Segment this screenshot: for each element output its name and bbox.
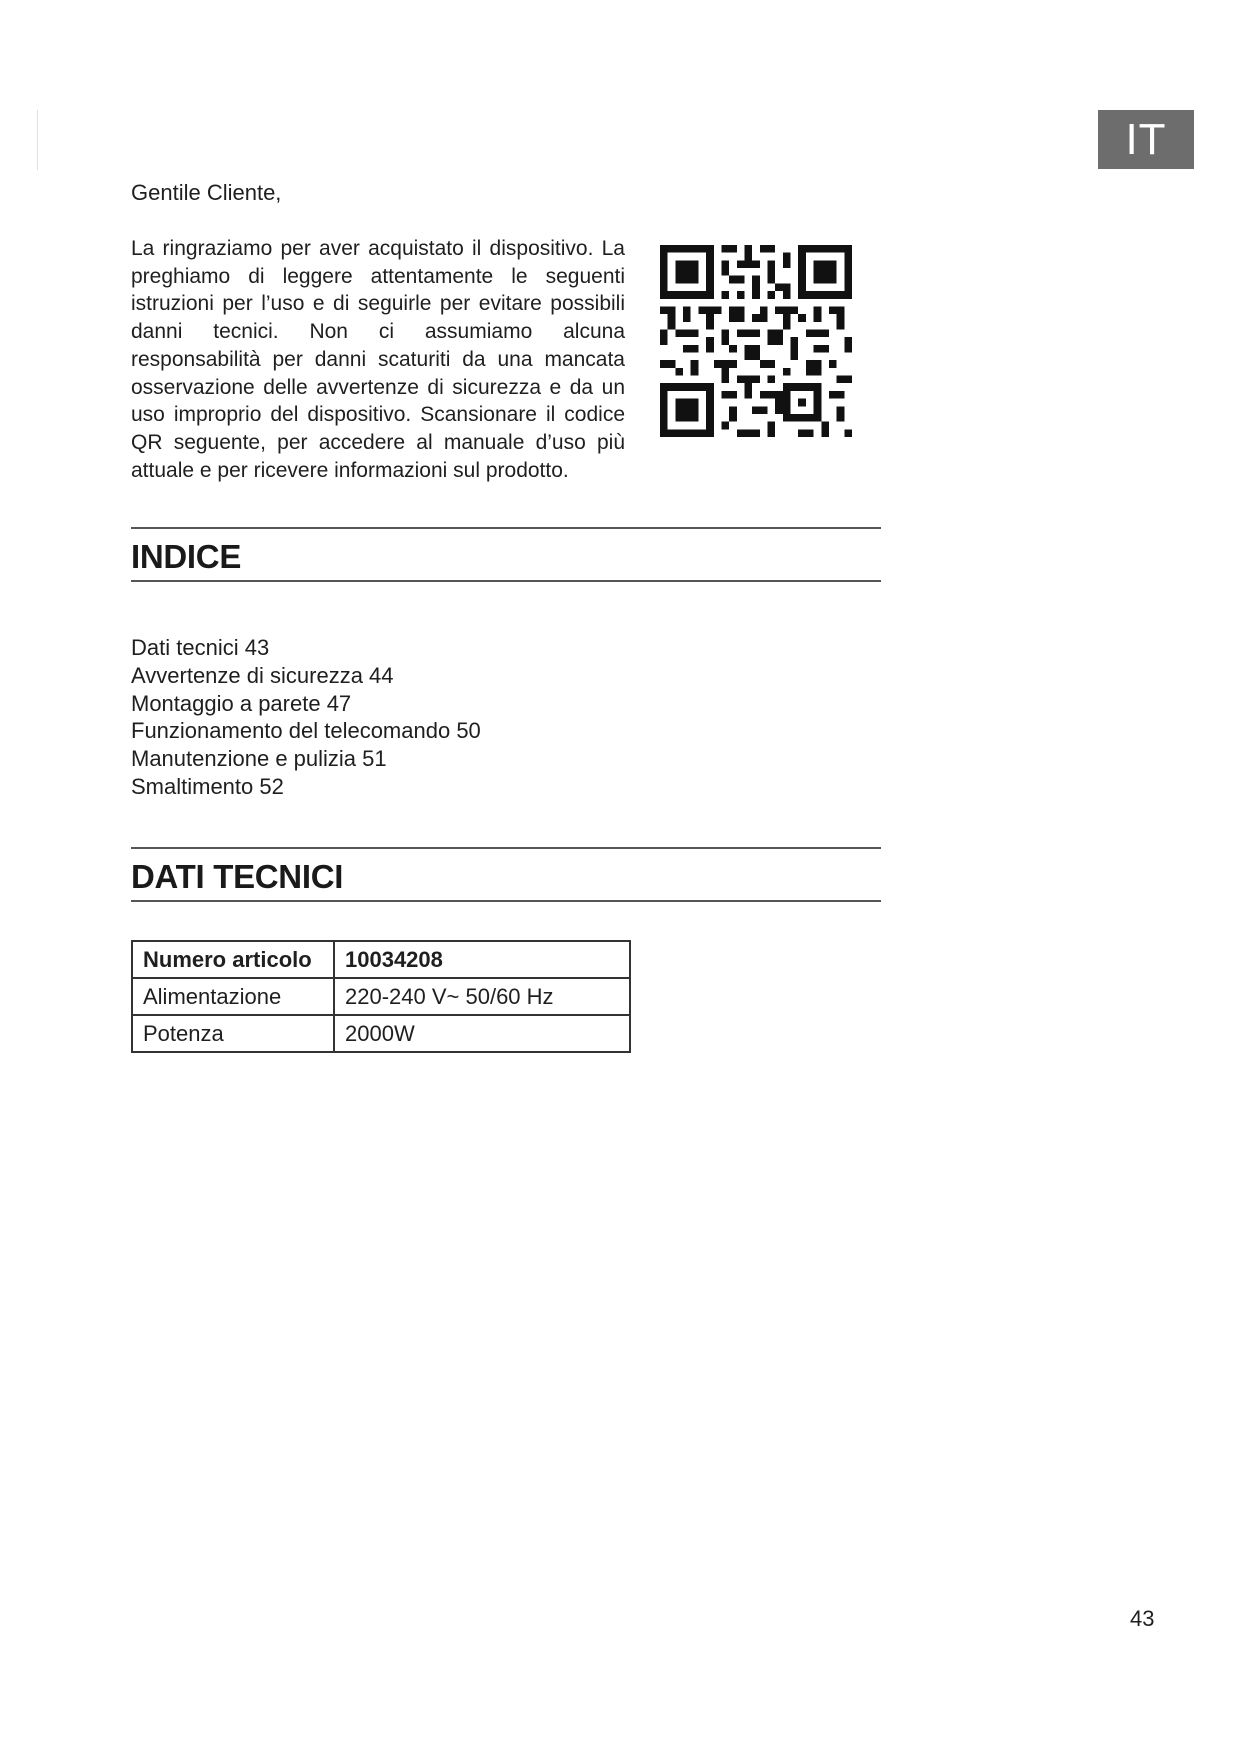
page-margin-line [37,110,38,170]
toc-item[interactable]: Avvertenze di sicurezza 44 [131,662,394,688]
table-row [132,978,630,1015]
qr-code-icon [660,245,852,437]
greeting: Gentile Cliente, [131,180,282,205]
tech-title: DATI TECNICI [131,858,344,895]
table-row [132,1015,630,1052]
spec-value: 10034208 [334,941,630,978]
index-bottom-rule [131,580,881,582]
toc-item[interactable]: Montaggio a parete 47 [131,690,352,716]
tech-specs-table [131,940,631,1053]
toc-item[interactable]: Manutenzione e pulizia 51 [131,746,387,772]
tech-top-rule [131,847,881,849]
toc-item[interactable]: Smaltimento 52 [131,773,284,799]
language-tab: IT [1098,110,1194,169]
table-row [132,941,630,978]
spec-value: 220-240 V~ 50/60 Hz [334,978,630,1015]
index-top-rule [131,527,881,529]
index-title: INDICE [131,538,242,575]
tech-bottom-rule [131,900,881,902]
intro-paragraph: La ringraziamo per aver acquistato il dispositivo. La preghiamo di leggere attentamente le seguenti istruzioni per l’uso e di seguirle per evitare possibili danni tecnici. Non ci assumiamo alcuna responsabilità per danni scaturiti da una mancata osservazione delle avvertenze di sicurezza e da un uso improprio del dispositivo. Scansionare il codice QR seguente, per accedere al manuale d’uso più attuale e per ricevere informazioni sul prodotto. [131,237,625,482]
toc-item[interactable]: Funzionamento del telecomando 50 [131,718,481,744]
page-number: 43 [1130,1606,1155,1631]
toc-item[interactable]: Dati tecnici 43 [131,635,270,660]
spec-label: Numero articolo [132,941,334,978]
spec-label: Alimentazione [132,978,334,1015]
table-of-contents [131,634,481,801]
spec-label: Potenza [132,1015,334,1052]
spec-value: 2000W [334,1015,630,1052]
